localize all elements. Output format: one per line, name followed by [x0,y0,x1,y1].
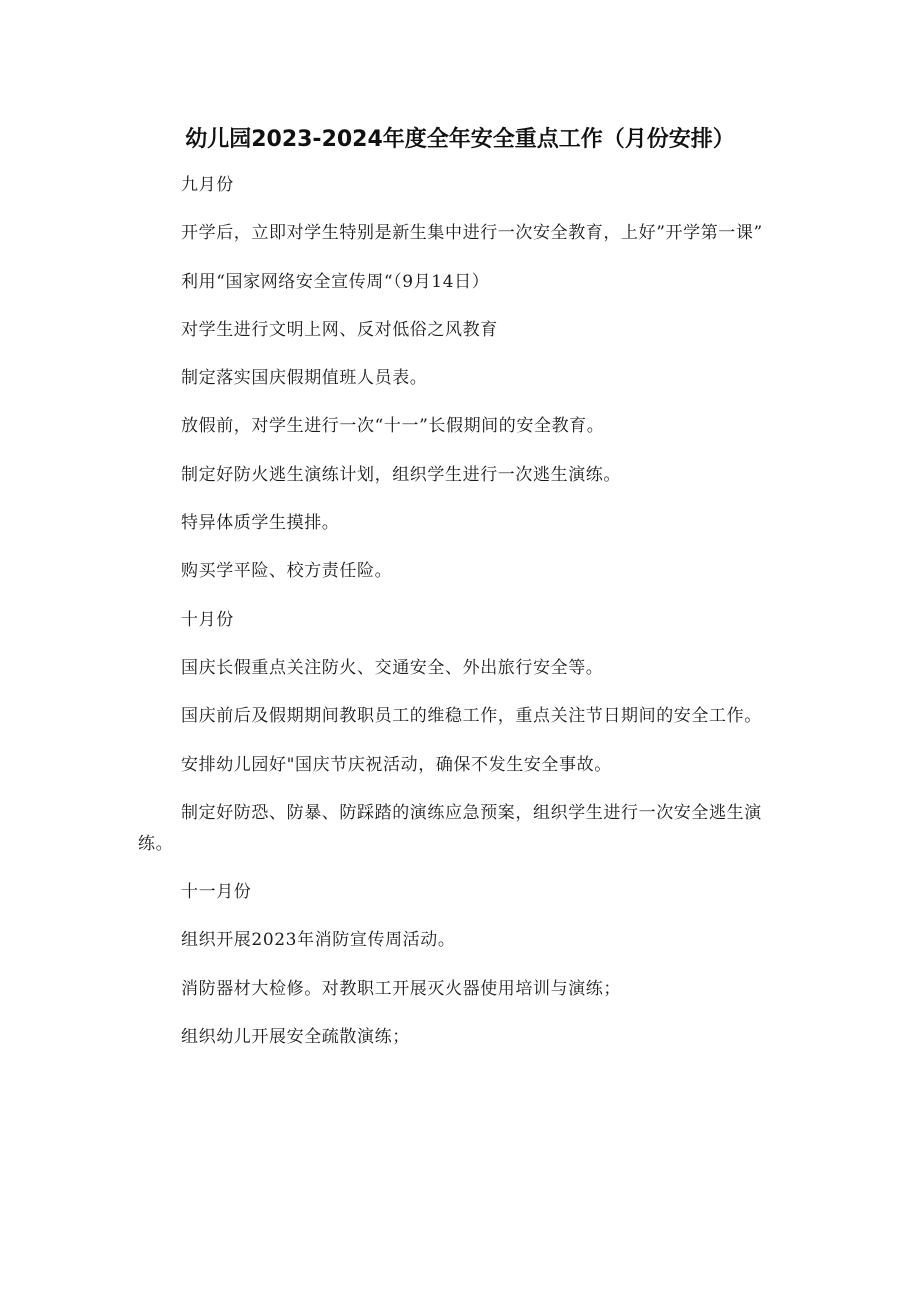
paragraph: 组织开展2023年消防宣传周活动。 [181,930,456,951]
paragraph: 国庆前后及假期期间教职员工的维稳工作，重点关注节日期间的安全工作。 [181,706,762,727]
paragraph: 特异体质学生摸排。 [181,513,340,534]
paragraph: 制定落实国庆假期值班人员表。 [181,368,428,389]
paragraph: 组织幼儿开展安全疏散演练； [181,1027,410,1048]
document-body [138,170,768,1070]
section-heading-september: 九月份 [181,175,234,195]
paragraph: 消防器材大检修。对教职工开展灭火器使用培训与演练； [181,978,621,999]
paragraph: 放假前，对学生进行一次“十一”长假期间的安全教育。 [181,416,605,437]
section-heading-october: 十月份 [181,609,234,630]
section-heading-november: 十一月份 [181,882,252,903]
paragraph: 国庆长假重点关注防火、交通安全、外出旅行安全等。 [181,657,604,678]
paragraph: 制定好防火逃生演练计划，组织学生进行一次逃生演练。 [181,464,621,485]
paragraph: 制定好防恐、防暴、防踩踏的演练应急预案，组织学生进行一次安全逃生演练。 [138,802,762,854]
paragraph: 对学生进行文明上网、反对低俗之风教育 [181,319,498,340]
paragraph: 安排幼儿园好"国庆节庆祝活动，确保不发生安全事故。 [181,754,612,775]
document-title: 幼儿园2023-2024年度全年安全重点工作（月份安排） [185,127,735,152]
paragraph: 购买学平险、校方责任险。 [181,561,393,582]
paragraph: 开学后，立即对学生特别是新生集中进行一次安全教育，上好”开学第一课” [181,223,763,244]
paragraph: 利用“国家网络安全宣传周“（9月14日） [181,271,490,292]
